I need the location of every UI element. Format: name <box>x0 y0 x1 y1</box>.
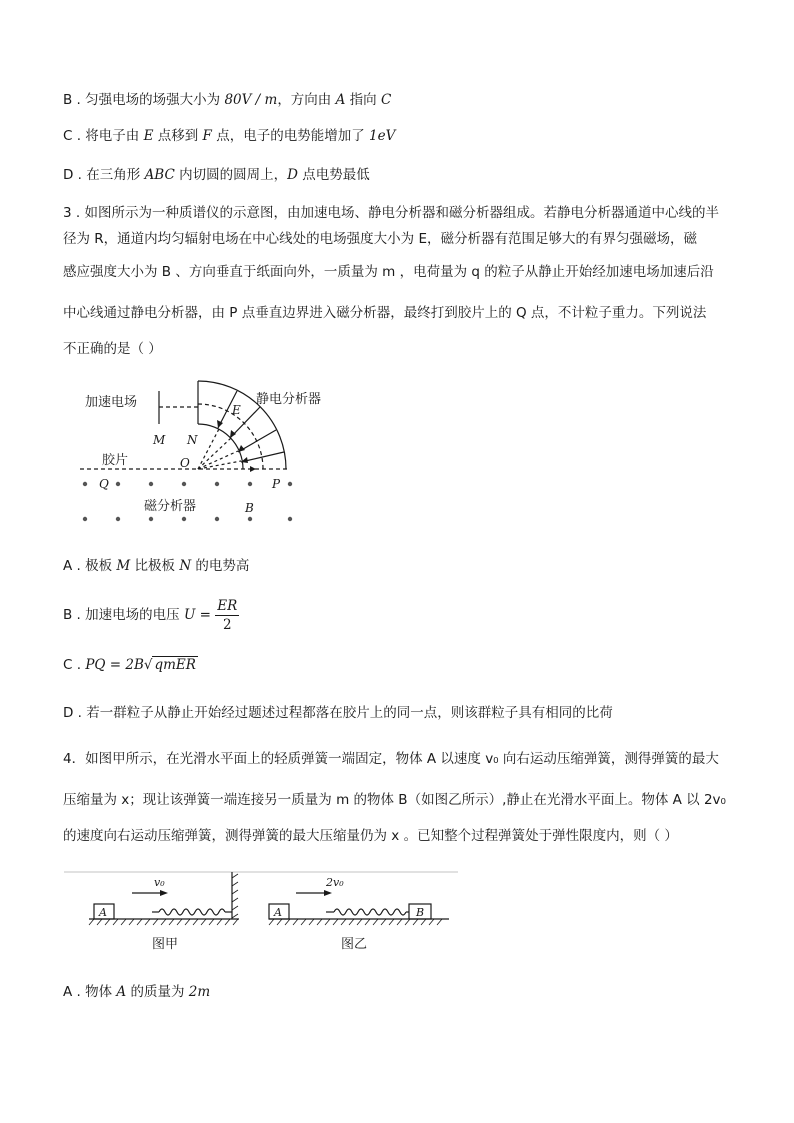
text: C . <box>63 657 86 673</box>
field-dot <box>83 517 87 521</box>
label-e: E <box>232 403 241 417</box>
block-b-label-2: B <box>416 906 425 919</box>
math: 2m <box>188 984 211 1000</box>
label-m: M <box>153 433 166 447</box>
esa-label: 静电分析器 <box>256 392 322 407</box>
field-dot <box>116 517 120 521</box>
math: F <box>202 128 212 144</box>
film-label: 胶片 <box>102 453 129 468</box>
math: A <box>335 92 346 108</box>
q3-line-4: 中心线通过静电分析器，由 P 点垂直边界进入磁分析器，最终打到胶片上的 Q 点，不计粒子重力。下列说法 <box>63 305 707 321</box>
label-n: N <box>187 433 198 447</box>
text: A . 极板 <box>63 558 117 574</box>
math: C <box>380 92 392 108</box>
q3-line-1: 3 . 如图所示为一种质谱仪的示意图，由加速电场、静电分析器和磁分析器组成。若静电分析器通道中心线的半 <box>63 205 719 221</box>
velocity-label-2: 2v₀ <box>326 876 344 889</box>
q4-line-1: 4．如图甲所示，在光滑水平面上的轻质弹簧一端固定，物体 A 以速度 v₀ 向右运动压缩弹簧，测得弹簧的最大 <box>63 751 719 767</box>
q4-option-a <box>63 982 210 1002</box>
math: PQ = 2B <box>85 657 144 673</box>
field-dot <box>83 482 87 486</box>
caption-1: 图甲 <box>152 937 179 952</box>
radial-line <box>198 451 238 469</box>
caption-2: 图乙 <box>341 937 368 952</box>
radial-line <box>198 438 231 469</box>
field-dot <box>248 482 252 486</box>
spring-2 <box>334 909 406 915</box>
field-dot <box>248 517 252 521</box>
text: 的质量为 <box>126 984 189 1000</box>
field-dot <box>288 482 292 486</box>
math: E <box>143 128 154 144</box>
field-dot <box>149 517 153 521</box>
text: ，方向由 <box>277 92 336 108</box>
label-o: O <box>180 456 190 470</box>
field-dot <box>182 517 186 521</box>
accel-label: 加速电场 <box>85 395 138 410</box>
velocity-label-1: v₀ <box>154 876 165 889</box>
mag-label: 磁分析器 <box>144 499 197 514</box>
math: D <box>287 167 298 183</box>
spring-figure <box>64 866 458 956</box>
math: U <box>183 607 196 623</box>
arrow-head <box>160 890 168 896</box>
math: 1eV <box>369 128 396 144</box>
denominator: 2 <box>222 616 232 633</box>
q3-option-b <box>63 596 239 634</box>
field-dot <box>116 482 120 486</box>
text: B . 加速电场的电压 <box>63 607 184 623</box>
math: M <box>116 558 131 574</box>
arrow-head <box>230 430 236 438</box>
option-c-prev <box>63 126 395 146</box>
q4-line-2: 压缩量为 x；现让该弹簧一端连接另一质量为 m 的物体 B（如图乙所示）,静止在光滑水平面上。物体 A 以 2v₀ <box>63 792 726 808</box>
block-a-label-1: A <box>99 906 107 919</box>
arrow-head <box>250 466 256 472</box>
text: 指向 <box>345 92 381 108</box>
text: 点电势最低 <box>297 167 370 183</box>
math: N <box>179 558 192 574</box>
text: 点，电子的电势能增加了 <box>211 128 370 144</box>
text: C . 将电子由 <box>63 128 144 144</box>
option-b-prev <box>63 90 391 110</box>
radial-line <box>198 427 220 469</box>
q3-option-d: D . 若一群粒子从静止开始经过题述过程都落在胶片上的同一点，则该群粒子具有相同的比荷 <box>63 705 613 721</box>
label-q: Q <box>99 477 109 491</box>
radial-line <box>198 461 241 469</box>
field-dot <box>182 482 186 486</box>
text: B . 匀强电场的场强大小为 <box>63 92 225 108</box>
text: 的电势高 <box>191 558 250 574</box>
q3-option-c <box>63 655 198 675</box>
field-dot <box>149 482 153 486</box>
math: ABC <box>144 167 175 183</box>
math: A <box>116 984 127 1000</box>
q3-line-5: 不正确的是（ ） <box>63 341 162 357</box>
field-dot <box>288 517 292 521</box>
text: 点移到 <box>153 128 203 144</box>
sqrt-symbol: √ <box>143 657 153 673</box>
label-b: B <box>245 501 254 515</box>
option-d-prev <box>63 165 370 185</box>
text: D . 在三角形 <box>63 167 145 183</box>
spring-1 <box>159 909 225 915</box>
field-dot <box>215 517 219 521</box>
q3-line-2: 径为 R，通道内均匀辐射电场在中心线处的电场强度大小为 E，磁分析器有范围足够大的有界匀强磁场，磁 <box>63 231 697 247</box>
text: = <box>195 607 216 623</box>
q3-line-3: 感应强度大小为 B 、方向垂直于纸面向外，一质量为 m ，电荷量为 q 的粒子从静止开始经加速电场加速后沿 <box>63 264 714 280</box>
text: 内切圆的圆周上， <box>174 167 288 183</box>
text: A . 物体 <box>63 984 117 1000</box>
q3-option-a <box>63 556 249 576</box>
q4-line-3: 的速度向右运动压缩弹簧，测得弹簧的最大压缩量仍为 x 。已知整个过程弹簧处于弹性限度内，则（ ） <box>63 828 678 844</box>
math: 80V / m <box>224 92 278 108</box>
arrow-head <box>324 890 332 896</box>
numerator: ER <box>217 597 238 614</box>
fraction <box>215 597 239 634</box>
math-radicand: qmER <box>154 657 196 673</box>
label-p: P <box>272 477 281 491</box>
field-dot <box>215 482 219 486</box>
block-a-label-2: A <box>274 906 282 919</box>
mass-spectrometer-figure <box>80 372 322 532</box>
text: 比极板 <box>130 558 180 574</box>
